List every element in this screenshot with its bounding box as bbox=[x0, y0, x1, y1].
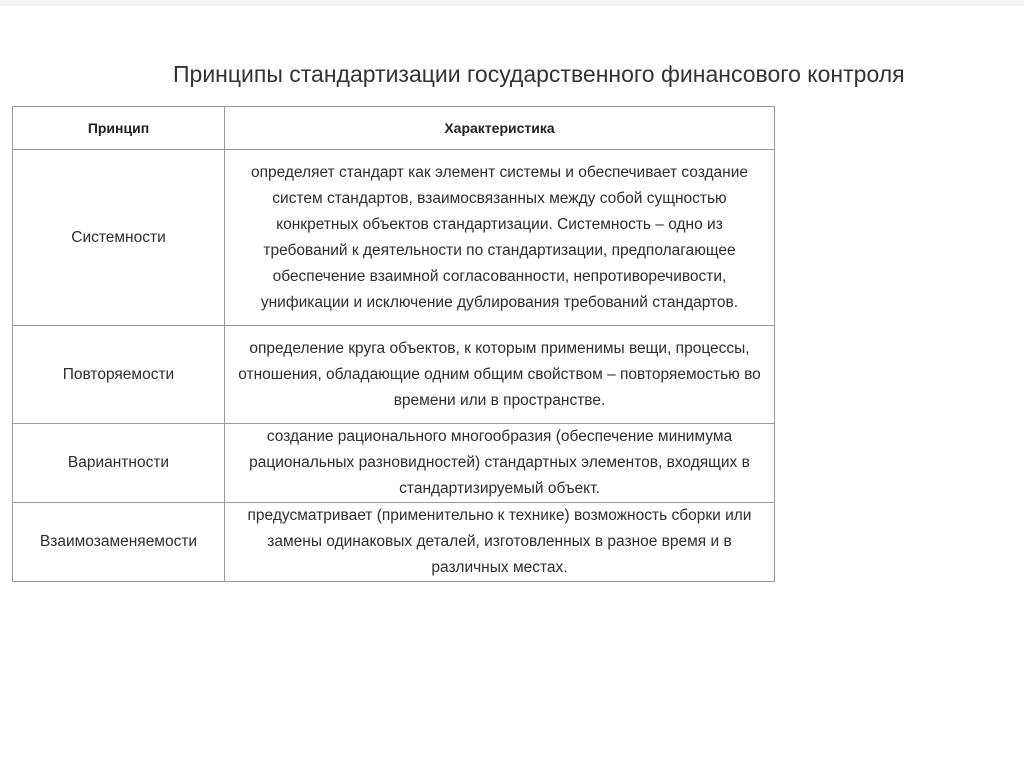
page-title: Принципы стандартизации государственного финансового контроля bbox=[173, 61, 905, 87]
column-header-principle: Принцип bbox=[13, 107, 225, 150]
principle-cell: Повторяемости bbox=[13, 326, 225, 424]
column-header-characteristic: Характеристика bbox=[225, 107, 775, 150]
description-cell: определяет стандарт как элемент системы и обеспечивает создание систем стандартов, взаимосвязанных между собой сущностью конкретных объектов стандартизации. Системность – одно из требований к деятельности по стандартизации, предполагающее обеспечение взаимной согласованности, непротиворечивости, унификации и исключение дублирования требований стандартов. bbox=[225, 150, 775, 326]
table-row bbox=[13, 150, 775, 326]
principle-cell: Вариантности bbox=[13, 424, 225, 503]
table-row bbox=[13, 424, 775, 503]
table-row bbox=[13, 326, 775, 424]
principle-cell: Системности bbox=[13, 150, 225, 326]
table-header-row bbox=[13, 107, 775, 150]
principle-cell: Взаимозаменяемости bbox=[13, 503, 225, 582]
description-cell: создание рационального многообразия (обеспечение минимума рациональных разновидностей) стандартных элементов, входящих в стандартизируемый объект. bbox=[225, 424, 775, 503]
table-row bbox=[13, 503, 775, 582]
description-cell: предусматривает (применительно к технике) возможность сборки или замены одинаковых деталей, изготовленных в разное время и в различных местах. bbox=[225, 503, 775, 582]
top-strip bbox=[0, 0, 1024, 6]
description-cell: определение круга объектов, к которым применимы вещи, процессы, отношения, обладающие одним общим свойством – повторяемостью во времени или в пространстве. bbox=[225, 326, 775, 424]
principles-table bbox=[12, 106, 775, 582]
